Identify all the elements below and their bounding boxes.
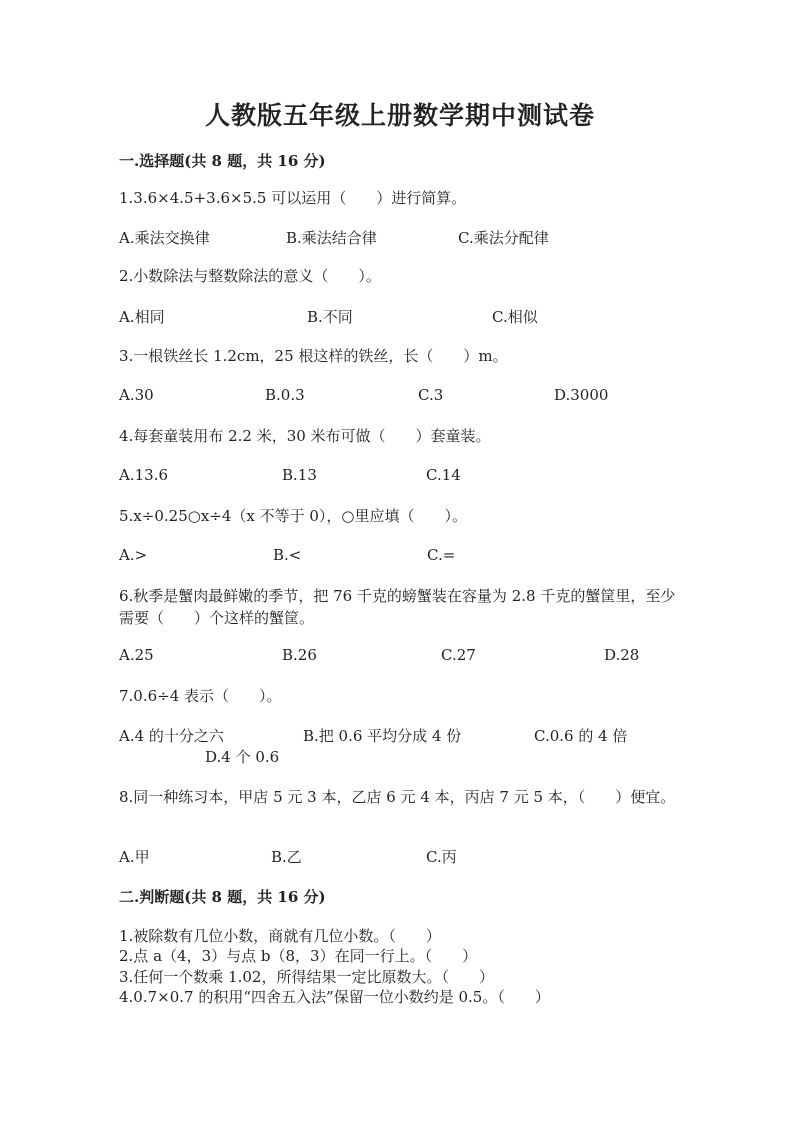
option: C.14 (426, 466, 461, 484)
option: D.28 (604, 646, 640, 664)
option: C.= (427, 546, 456, 564)
judgment-3: 3.任何一个数乘 1.02，所得结果一定比原数大。（ ） (119, 968, 494, 986)
option: B.0.3 (265, 386, 305, 404)
option: D.3000 (554, 386, 609, 404)
option: C.27 (441, 646, 476, 664)
option: C.0.6 的 4 倍 (534, 727, 628, 745)
question-5: 5.x÷0.25○x÷4（x 不等于 0），○里应填（ ）。 (119, 507, 468, 525)
option: B.< (273, 546, 302, 564)
options-4 (119, 466, 719, 490)
option: C.丙 (426, 848, 457, 866)
option: A.25 (119, 646, 154, 664)
option: B.13 (282, 466, 317, 484)
option: A.13.6 (119, 466, 168, 484)
options-6 (119, 646, 719, 670)
question-4: 4.每套童装用布 2.2 米，30 米布可做（ ）套童装。 (119, 427, 491, 445)
option: C.3 (418, 386, 444, 404)
option: D.4 个 0.6 (205, 748, 280, 766)
option: A.4 的十分之六 (119, 727, 224, 745)
option: B.不同 (307, 308, 353, 326)
question-2: 2.小数除法与整数除法的意义（ ）。 (119, 267, 381, 285)
option: A.甲 (119, 848, 150, 866)
section-heading-choice: 一.选择题(共 8 题，共 16 分) (119, 152, 326, 170)
option: A.相同 (119, 308, 165, 326)
options-3 (119, 386, 719, 410)
options-5 (119, 546, 719, 570)
options-8 (119, 846, 719, 870)
section-heading-judgment: 二.判断题(共 8 题，共 16 分) (119, 888, 326, 906)
option: B.乘法结合律 (286, 229, 377, 247)
option: B.把 0.6 平均分成 4 份 (303, 727, 462, 745)
option: A.乘法交换律 (119, 229, 210, 247)
options-1 (119, 227, 719, 251)
options-2 (119, 306, 719, 330)
option: C.乘法分配律 (458, 229, 549, 247)
option: B.乙 (271, 848, 302, 866)
question-1: 1.3.6×4.5+3.6×5.5 可以运用（ ）进行简算。 (119, 189, 467, 207)
option: A.> (119, 546, 148, 564)
page-title: 人教版五年级上册数学期中测试卷 (204, 101, 595, 130)
options-7-wrap (119, 746, 719, 770)
option: A.30 (119, 386, 154, 404)
option: B.26 (282, 646, 317, 664)
option: C.相似 (492, 308, 538, 326)
judgment-4: 4.0.7×0.7 的积用“四舍五入法”保留一位小数约是 0.5。（ ） (119, 988, 550, 1006)
question-3: 3.一根铁丝长 1.2cm，25 根这样的铁丝，长（ ）m。 (119, 347, 508, 365)
judgment-2: 2.点 a（4，3）与点 b（8，3）在同一行上。（ ） (119, 947, 478, 965)
question-8: 8.同一种练习本，甲店 5 元 3 本，乙店 6 元 4 本，丙店 7 元 5 本，（ ）便宜。 (119, 788, 676, 806)
question-7: 7.0.6÷4 表示（ ）。 (119, 687, 282, 705)
judgment-1: 1.被除数有几位小数，商就有几位小数。（ ） (119, 927, 441, 945)
question-6: 6.秋季是蟹肉最鲜嫩的季节，把 76 千克的螃蟹装在容量为 2.8 千克的蟹筐里，至少需要（ ）个这样的蟹筐。 (119, 587, 676, 627)
